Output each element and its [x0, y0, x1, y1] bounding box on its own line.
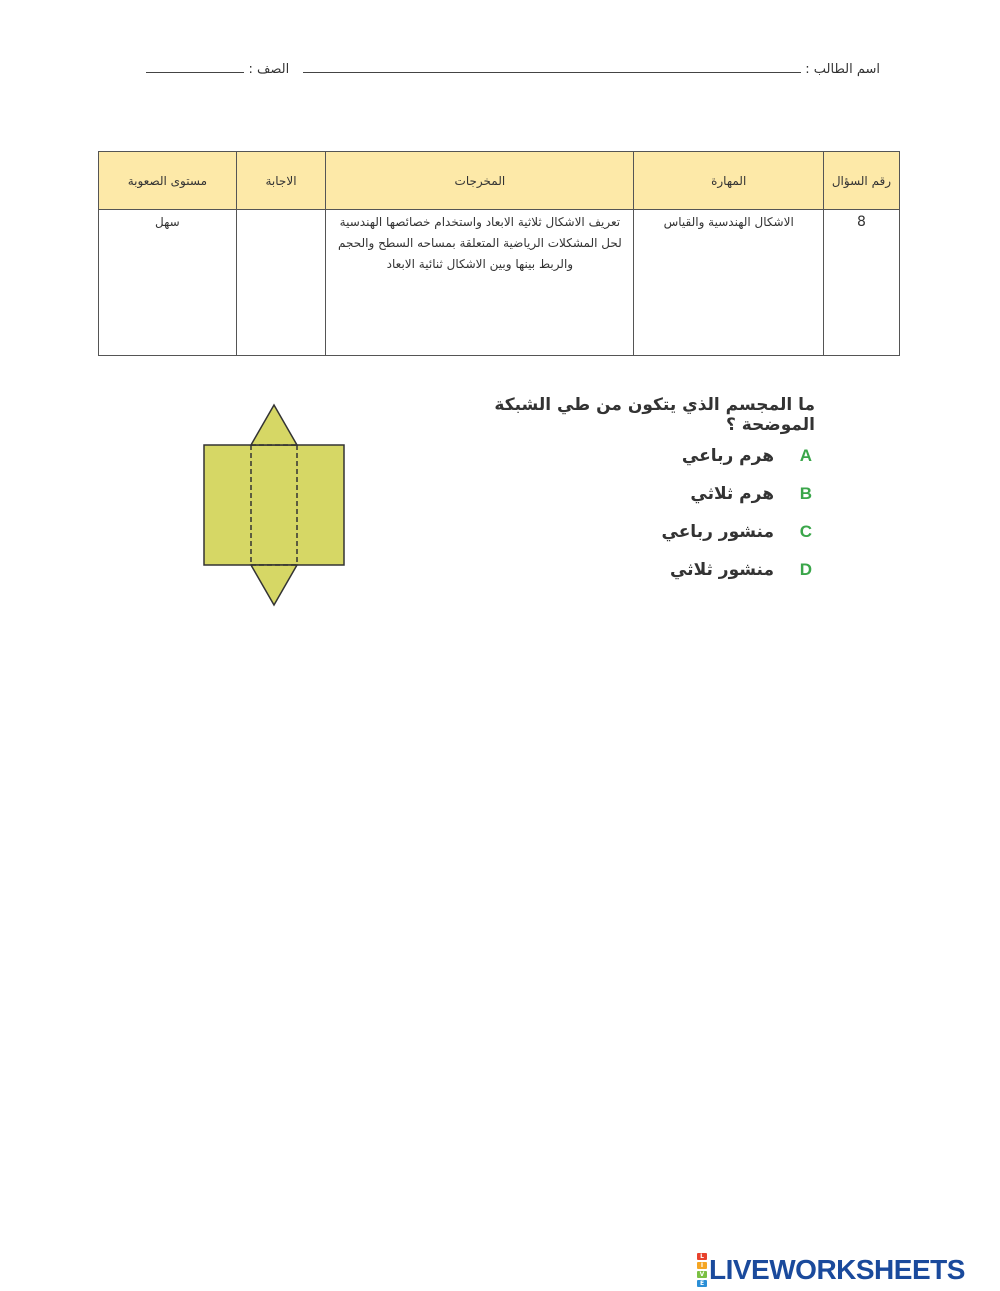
option-b-letter: B	[799, 484, 812, 503]
option-b[interactable]	[560, 476, 812, 512]
net-bottom-triangle	[251, 565, 297, 605]
logo-mark-e: E	[697, 1280, 707, 1287]
option-a-text: هرم رباعي	[681, 446, 774, 466]
option-d[interactable]	[560, 552, 812, 588]
cell-difficulty: سهل	[99, 210, 237, 356]
option-d-letter: D	[799, 560, 812, 579]
table-header-row	[99, 152, 900, 210]
student-name-label: اسم الطالب :	[805, 62, 880, 77]
header-outcomes: المخرجات	[326, 152, 634, 210]
question-info-table	[98, 151, 900, 356]
student-name-field[interactable]	[303, 58, 801, 73]
cell-question-number: 8	[823, 210, 899, 356]
logo-mark-l: L	[697, 1253, 707, 1260]
net-rectangle	[204, 445, 344, 565]
class-field[interactable]	[146, 58, 244, 73]
header-difficulty: مستوى الصعوبة	[99, 152, 237, 210]
triangular-prism-net-figure	[200, 400, 350, 610]
cell-outcomes: تعريف الاشكال ثلاثية الابعاد واستخدام خصائصها الهندسية لحل المشكلات الرياضية المتعلقة بمساحه السطح والحجم والربط بينها وبين الاشكال ثنائية الابعاد	[326, 210, 634, 356]
logo-mark-i: I	[697, 1262, 707, 1269]
header-question-number: رقم السؤال	[823, 152, 899, 210]
student-header	[140, 58, 880, 82]
class-label: الصف :	[248, 62, 290, 77]
net-top-triangle	[251, 405, 297, 445]
liveworksheets-logo	[697, 1255, 965, 1285]
option-a[interactable]	[560, 438, 812, 474]
cell-skill: الاشكال الهندسية والقياس	[634, 210, 823, 356]
cell-answer	[236, 210, 326, 356]
logo-mark-v: V	[697, 1271, 707, 1278]
answer-options	[560, 438, 812, 590]
option-c-letter: C	[799, 522, 812, 541]
net-shapes	[204, 405, 344, 605]
option-a-letter: A	[799, 446, 812, 465]
logo-text: LIVEWORKSHEETS	[709, 1254, 965, 1285]
option-d-text: منشور ثلاثي	[669, 560, 774, 580]
option-c[interactable]	[560, 514, 812, 550]
header-skill: المهارة	[634, 152, 823, 210]
logo-mark-icon	[697, 1253, 707, 1287]
header-answer: الاجابة	[236, 152, 326, 210]
question-text: ما المجسم الذي يتكون من طي الشبكة الموضحة ؟	[494, 395, 815, 435]
option-c-text: منشور رباعي	[661, 522, 774, 542]
option-b-text: هرم ثلاثي	[690, 484, 774, 504]
table-row	[99, 210, 900, 356]
